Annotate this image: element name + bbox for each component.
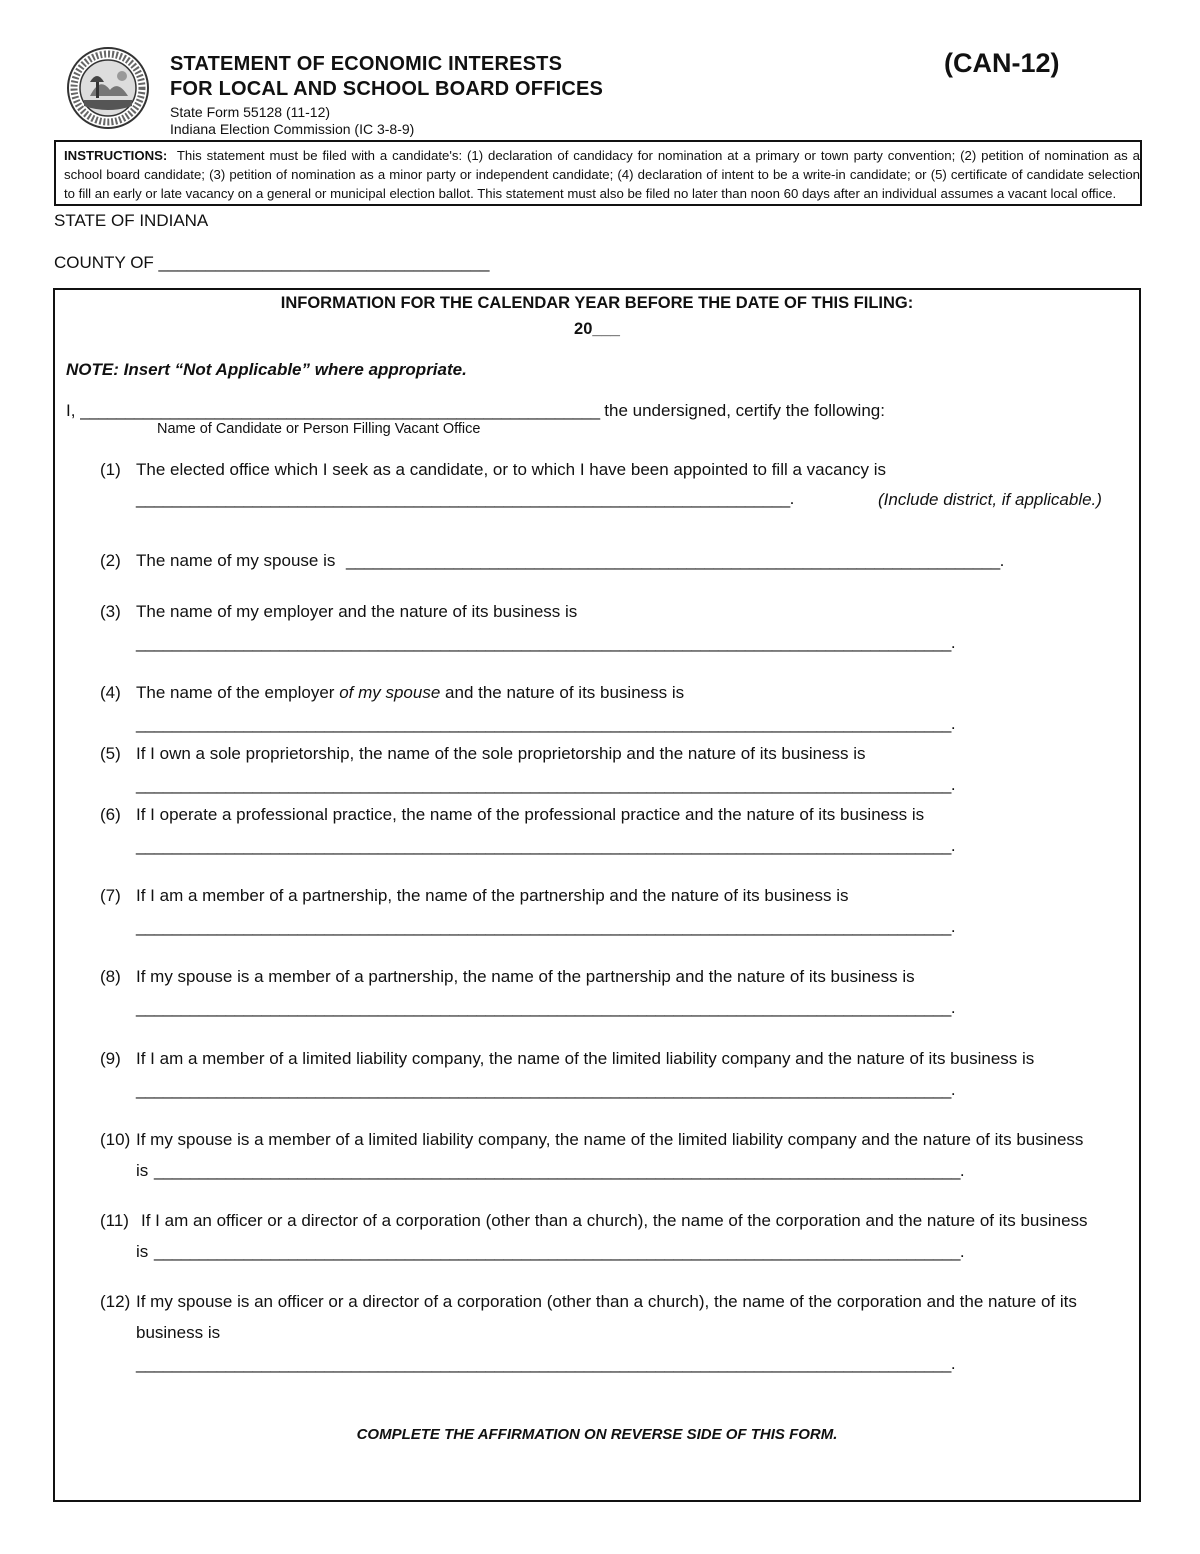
item-10-text: If my spouse is a member of a limited liability company, the name of the limited liability company and the nature of its business [136,1130,1084,1149]
note-text: NOTE: Insert “Not Applicable” where appropriate. [66,360,467,379]
item-4-text [136,683,684,703]
item-4-number: (4) [100,683,121,702]
item-12-field[interactable]: ___________________________________________________________________________________________. [136,1354,956,1373]
item-1-field[interactable]: _________________________________________________________________________. [136,489,794,508]
item-4-text-c: and the nature of its business is [445,683,685,702]
item-4-field[interactable]: ___________________________________________________________________________________________. [136,714,956,733]
item-1-text: The elected office which I seek as a candidate, or to which I have been appointed to fill a vacancy is [136,460,887,479]
year-field[interactable]: 20___ [574,320,620,338]
state-label: STATE OF INDIANA [54,211,209,230]
county-label: COUNTY OF [54,253,154,272]
item-4-text-b: of my spouse [339,683,441,702]
item-12-text: If my spouse is an officer or a director of a corporation (other than a church), the name of the corporation and the nature of its [136,1292,1077,1311]
item-12-cont: business is [136,1323,221,1342]
item-5-number: (5) [100,744,121,763]
county-line [54,253,489,273]
certify-prefix: I, [66,401,76,420]
item-10-field[interactable]: __________________________________________________________________________________________. [154,1161,965,1180]
item-11-cont: is [136,1242,149,1261]
section-heading: INFORMATION FOR THE CALENDAR YEAR BEFORE THE DATE OF THIS FILING: [280,294,914,312]
item-8-number: (8) [100,967,121,986]
instructions-box [54,140,1142,206]
item-11-text: If I am an officer or a director of a corporation (other than a church), the name of the corporation and the nature of its business [141,1211,1088,1230]
state-form-number: State Form 55128 (11-12) [170,104,331,120]
commission-citation: Indiana Election Commission (IC 3-8-9) [170,121,415,137]
item-10-cont: is [136,1161,149,1180]
item-7-number: (7) [100,886,121,905]
item-7-text: If I am a member of a partnership, the name of the partnership and the nature of its business is [136,886,849,905]
item-6-field[interactable]: ___________________________________________________________________________________________. [136,836,956,855]
certify-caption: Name of Candidate or Person Filling Vacant Office [157,421,481,437]
state-seal-logo [66,46,150,130]
item-9-text: If I am a member of a limited liability company, the name of the limited liability company and the nature of its business is [136,1049,1035,1068]
item-3-text: The name of my employer and the nature of its business is [136,602,578,621]
item-7-field[interactable]: ___________________________________________________________________________________________. [136,917,956,936]
form-title-line2: FOR LOCAL AND SCHOOL BOARD OFFICES [170,78,604,100]
item-11-number: (11) [100,1211,129,1230]
item-9-number: (9) [100,1049,121,1068]
item-1-number: (1) [100,460,121,479]
item-10-number: (10) [100,1130,131,1149]
candidate-name-field[interactable]: __________________________________________________________ [80,401,600,420]
item-3-number: (3) [100,602,121,621]
instructions-label: INSTRUCTIONS: [64,148,168,163]
item-9-field[interactable]: ___________________________________________________________________________________________. [136,1080,956,1099]
certify-line [66,401,885,421]
county-field[interactable]: ___________________________________ [158,253,490,272]
certify-suffix: the undersigned, certify the following: [604,401,885,420]
item-6-text: If I operate a professional practice, the name of the professional practice and the nature of its business is [136,805,925,824]
item-3-field[interactable]: ___________________________________________________________________________________________. [136,633,956,652]
reverse-side-notice: COMPLETE THE AFFIRMATION ON REVERSE SIDE OF THIS FORM. [356,1426,838,1443]
item-1-note: (Include district, if applicable.) [878,490,1102,509]
item-11-field[interactable]: __________________________________________________________________________________________. [154,1242,965,1261]
item-5-field[interactable]: ___________________________________________________________________________________________. [136,775,956,794]
form-code: (CAN-12) [944,48,1060,78]
item-8-field[interactable]: ___________________________________________________________________________________________. [136,998,956,1017]
form-title-line1: STATEMENT OF ECONOMIC INTERESTS [170,53,563,75]
item-12-number: (12) [100,1292,131,1311]
item-2-field[interactable]: _________________________________________________________________________. [346,551,1004,570]
item-4-text-a: The name of the employer [136,683,335,702]
item-2-text: The name of my spouse is [136,551,336,570]
item-8-text: If my spouse is a member of a partnership, the name of the partnership and the nature of its business is [136,967,915,986]
instructions-text: This statement must be filed with a candidate's: (1) declaration of candidacy for nomination at a primary or town party convention; (2) petition of nomination as a school board candidate; (3) petition of nomination as a minor party or independent candidate; (4) declaration of intent to be a write-in candidate; or (5) certificate of candidate selection to fill an early or late vacancy on a general or municipal election ballot. This statement must also be filed no later than noon 60 days after an individual assumes a vacant local office. [64,148,1140,201]
item-5-text: If I own a sole proprietorship, the name of the sole proprietorship and the nature of its business is [136,744,866,763]
item-6-number: (6) [100,805,121,824]
item-2-number: (2) [100,551,121,570]
